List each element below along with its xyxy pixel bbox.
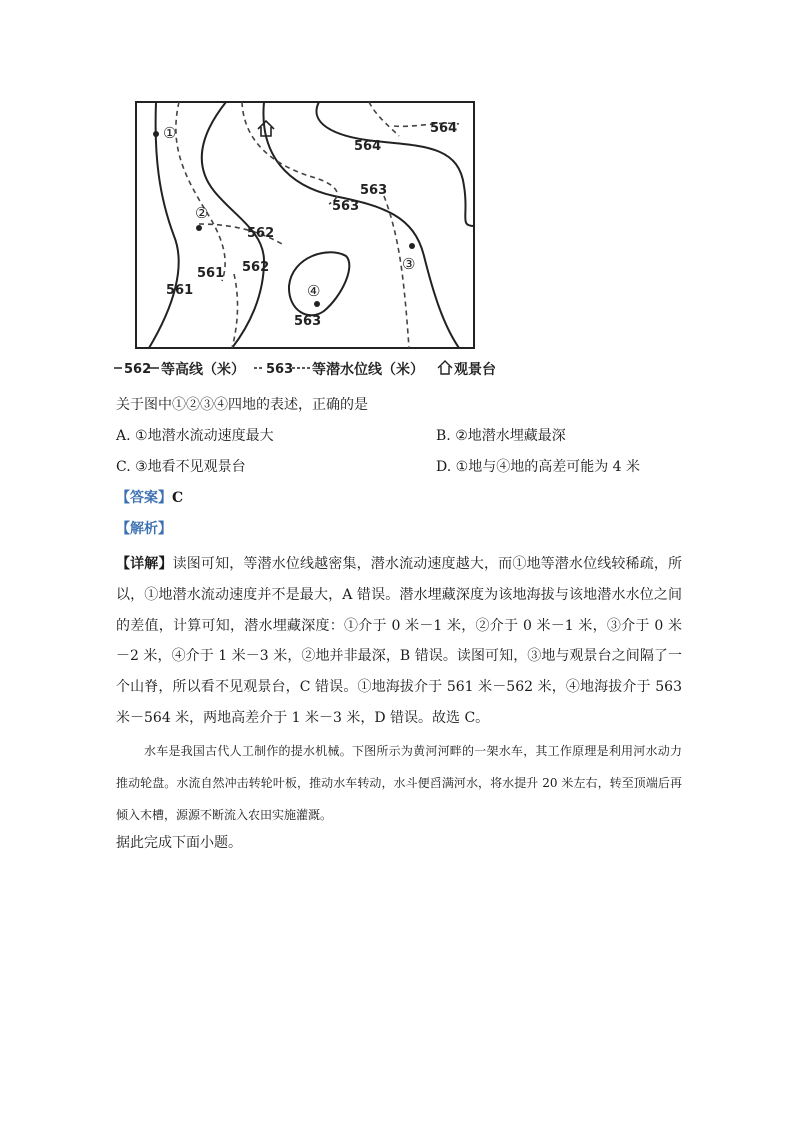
- answer-line: [116, 487, 183, 507]
- point-2-dot: [196, 225, 202, 231]
- legend-water-sample: 563: [266, 362, 294, 377]
- legend-lookout-text: 观景台: [454, 362, 496, 378]
- option-c: [116, 456, 246, 476]
- option-a: [116, 425, 274, 445]
- contour-label-563-lower: 563: [332, 199, 360, 214]
- point-1-dot: [153, 131, 159, 137]
- option-b: [436, 425, 566, 445]
- analysis-tag-close: 】: [158, 521, 172, 537]
- detail-tag: 【详解】: [116, 556, 173, 572]
- answer-tag-close: 】: [158, 490, 172, 506]
- contour-label-561-upper: 561: [197, 266, 225, 281]
- point-4-label: ④: [307, 282, 321, 300]
- option-c-text: ③地看不见观景台: [135, 459, 246, 475]
- option-b-text: ②地潜水埋藏最深: [455, 428, 566, 444]
- map-frame: [136, 102, 474, 348]
- point-3-dot: [409, 243, 415, 249]
- contour-label-563-closed: 563: [294, 314, 322, 329]
- point-4-dot: [314, 301, 320, 307]
- detail-paragraph: [116, 549, 682, 734]
- option-b-letter: B.: [436, 428, 451, 444]
- follow-up-prompt: 据此完成下面小题。: [116, 835, 242, 851]
- point-1-label: ①: [163, 124, 177, 142]
- detail-text: 读图可知，等潜水位线越密集，潜水流动速度越大，而①地等潜水位线较稀疏，所以，①地潜水流动速度并不是最大，A 错误。潜水埋藏深度为该地海拔与该地潜水水位之间的差值，计算可知，潜水埋藏深度：①介于 0 米－1 米，②介于 0 米－1 米，③介于 0 米－2 米，④介于 1 米－3 米，②地并非最深，B 错误。读图可知，③地与观景台之间隔了一个山脊，所以看不见观景台，C 错误。①地海拔介于 561 米－562 米，④地海拔介于 563 米－564 米，两地高差介于 1 米－3 米，D 错误。故选 C。: [116, 556, 683, 726]
- analysis-tag: [116, 518, 172, 538]
- analysis-tag-label: 解析: [130, 521, 158, 537]
- contour-map: [114, 96, 514, 382]
- option-c-letter: C.: [116, 459, 131, 475]
- option-a-text: ①地潜水流动速度最大: [135, 428, 274, 444]
- contour-label-564-dashed: 564: [430, 121, 458, 136]
- point-2-label: ②: [195, 204, 209, 222]
- question-stem: 关于图中①②③④四地的表述，正确的是: [116, 397, 368, 413]
- contour-label-564: 564: [354, 139, 382, 154]
- legend-water-text: 等潜水位线（米）: [312, 362, 424, 378]
- answer-value: C: [172, 490, 184, 506]
- material-paragraph: 水车是我国古代人工制作的提水机械。下图所示为黄河河畔的一架水车，其工作原理是利用河水动力推动轮盘。水流自然冲击转轮叶板，推动水车转动，水斗便舀满河水，将水提升 20 米左右，转至顶端后再倾入木槽，源源不断流入农田实施灌溉。: [116, 744, 682, 822]
- contour-map-figure: [114, 96, 514, 382]
- legend-contour-text: 等高线（米）: [161, 362, 245, 378]
- answer-tag-open: 【: [116, 490, 130, 506]
- option-d-text: ①地与④地的高差可能为 4 米: [455, 459, 640, 475]
- contour-label-563-upper: 563: [360, 183, 388, 198]
- contour-label-562-upper: 562: [247, 226, 275, 241]
- point-3-label: ③: [402, 255, 416, 273]
- option-a-letter: A.: [116, 428, 131, 444]
- map-legend: [114, 361, 496, 378]
- analysis-tag-open: 【: [116, 521, 130, 537]
- contour-label-562-lower: 562: [242, 260, 270, 275]
- legend-lookout-icon: [438, 361, 452, 374]
- legend-contour-sample: 562: [124, 362, 152, 377]
- contour-label-561-lower: 561: [166, 283, 194, 298]
- answer-tag-label: 答案: [130, 490, 158, 506]
- option-d-letter: D.: [436, 459, 452, 475]
- option-d: [436, 456, 640, 476]
